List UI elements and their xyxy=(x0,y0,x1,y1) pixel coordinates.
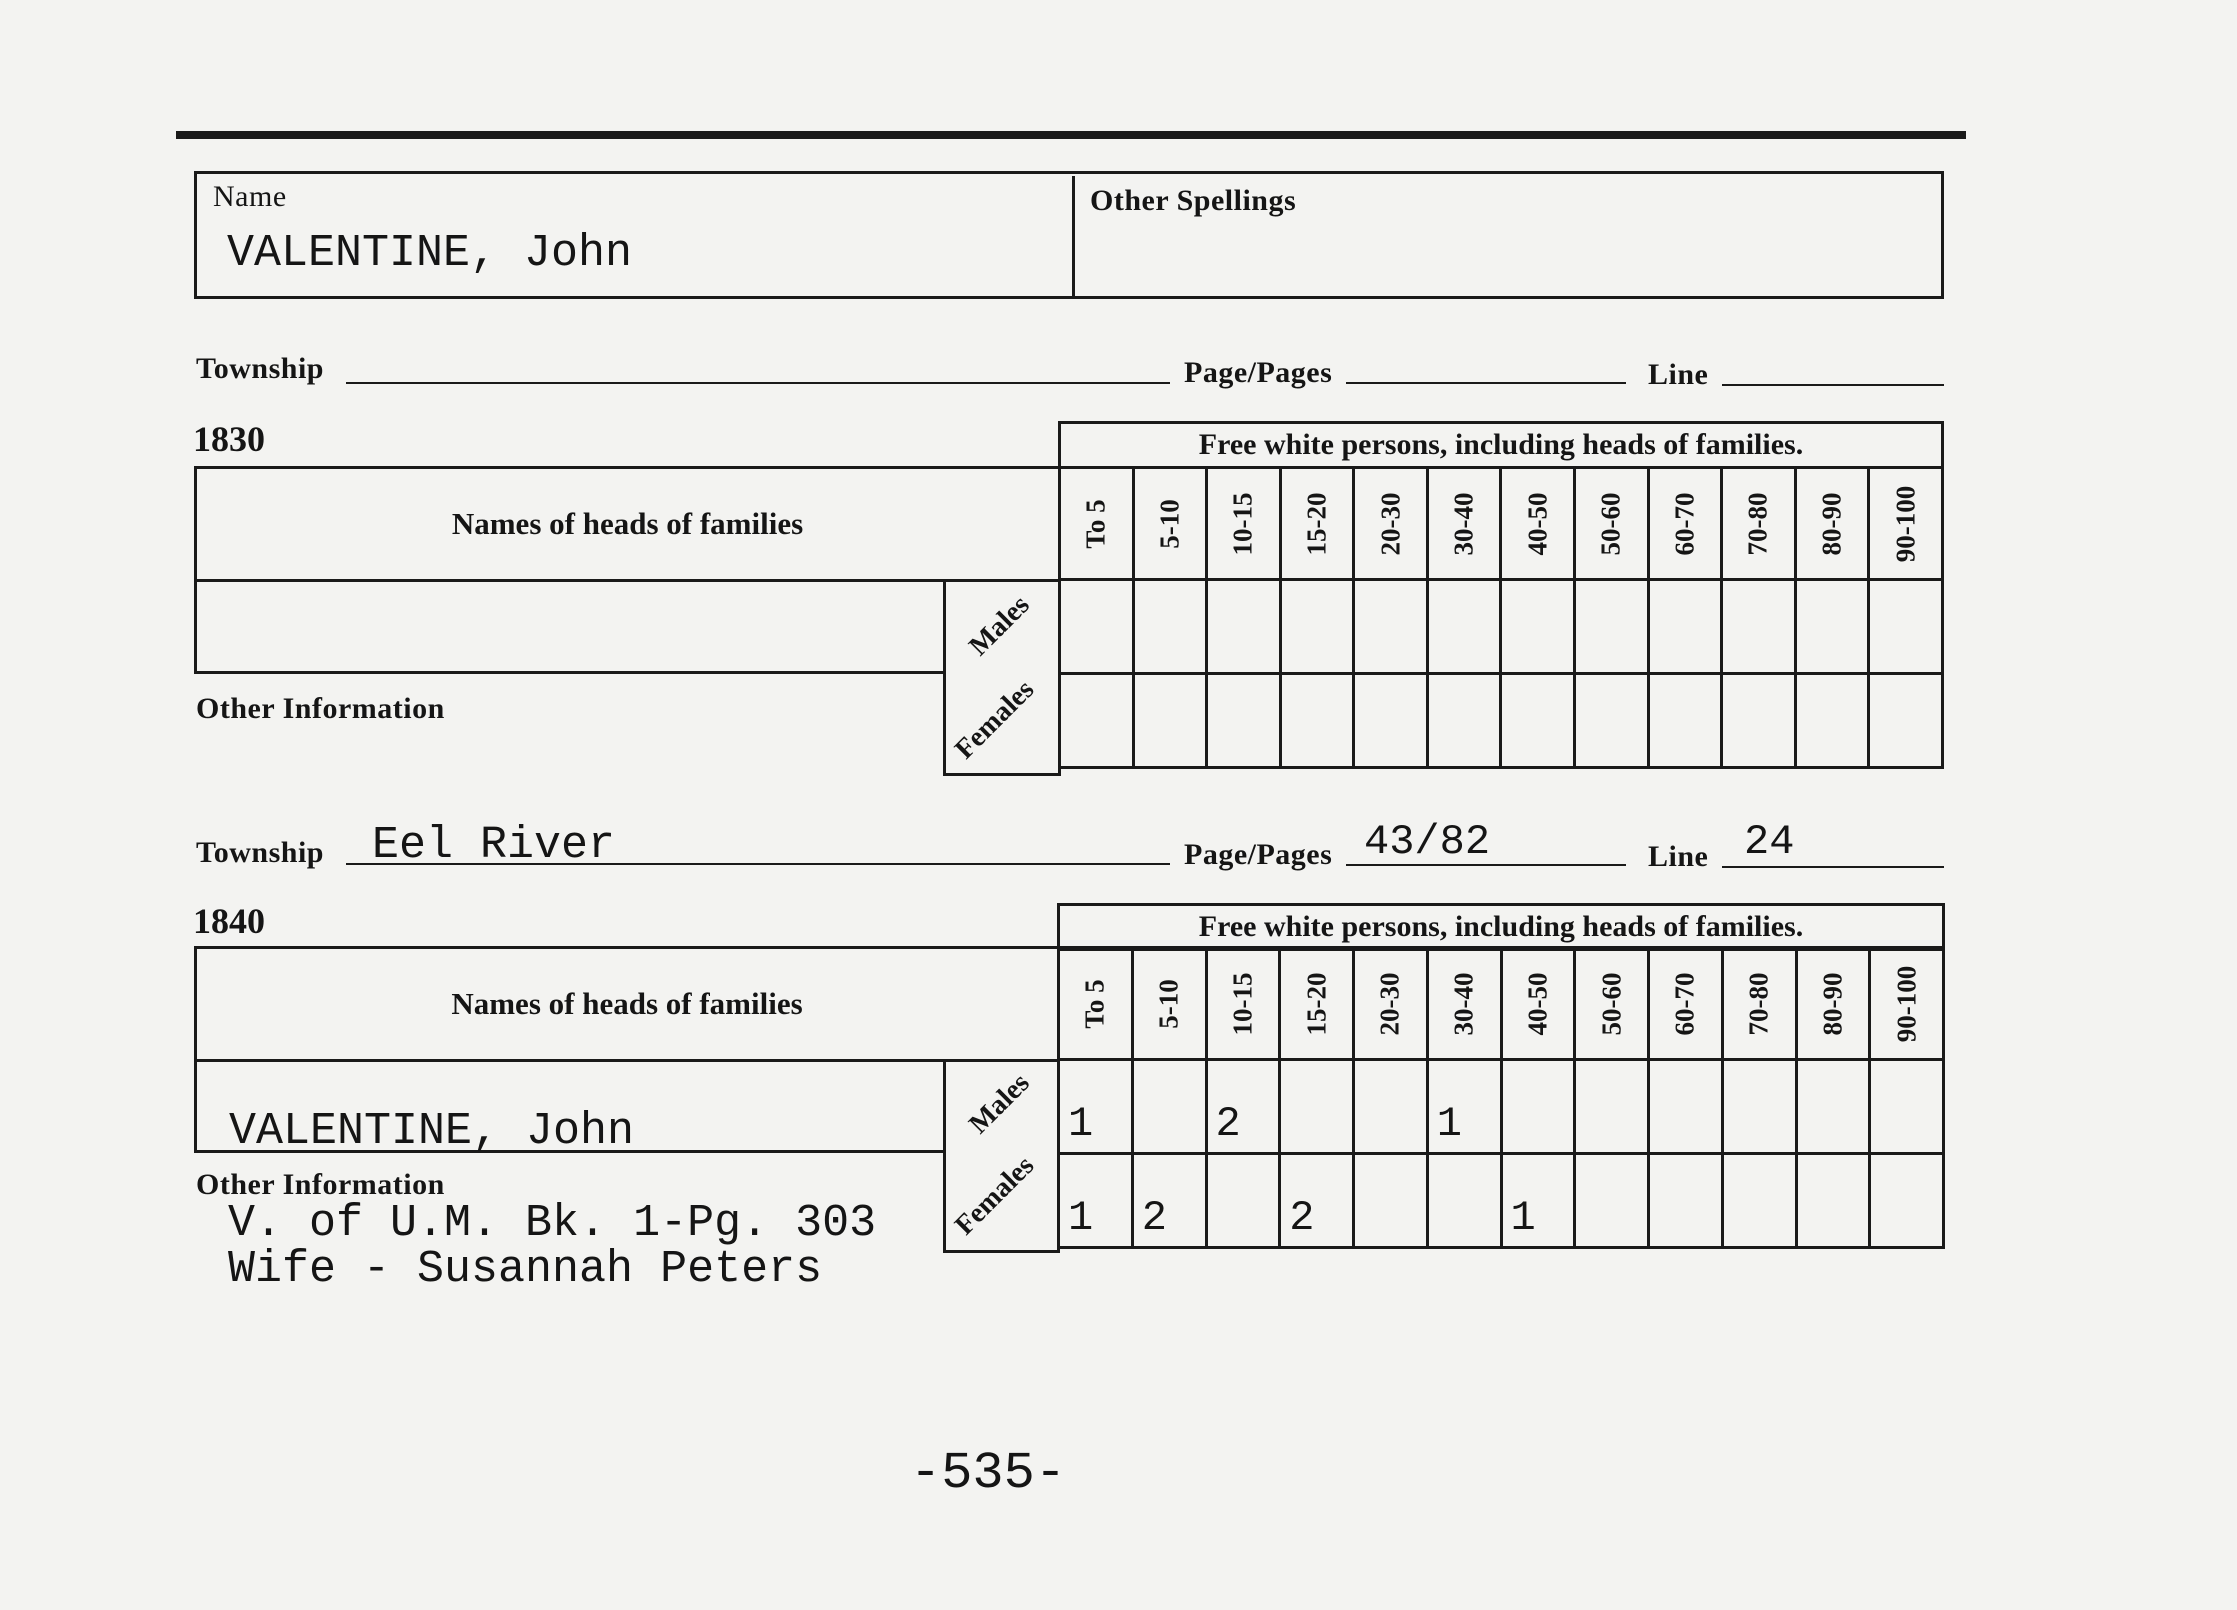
males-row-1830 xyxy=(1060,580,1943,674)
males-cell xyxy=(1575,1060,1649,1154)
males-cell xyxy=(1132,1060,1206,1154)
head-name-1840: VALENTINE, John xyxy=(229,1106,635,1157)
pages-label-1830: Page/Pages xyxy=(1184,356,1333,389)
females-cell: 1 xyxy=(1501,1154,1575,1248)
head-name-box-1830 xyxy=(194,579,946,674)
males-cell xyxy=(1649,1060,1723,1154)
females-row-1830 xyxy=(1060,674,1943,768)
names-heads-label-1830: Names of heads of families xyxy=(451,506,804,541)
township-line-1830 xyxy=(346,382,1170,384)
females-cell xyxy=(1575,1154,1649,1248)
census-grid-1840 xyxy=(1057,946,1945,1249)
females-label-1830: Females xyxy=(949,674,1041,766)
females-row-1840 xyxy=(1059,1154,1944,1248)
age-col-header: To 5 xyxy=(1060,468,1134,580)
line-label-1830: Line xyxy=(1648,358,1709,391)
females-cell xyxy=(1796,1154,1870,1248)
age-col-header: 50-60 xyxy=(1575,468,1649,580)
females-cell xyxy=(1206,1154,1280,1248)
pages-value-1840: 43/82 xyxy=(1364,818,1491,866)
line-line-1830 xyxy=(1722,384,1944,386)
age-col-header: 40-50 xyxy=(1501,468,1575,580)
males-cell xyxy=(1796,1060,1870,1154)
males-cell xyxy=(1354,1060,1428,1154)
name-box xyxy=(194,171,1944,299)
males-cell xyxy=(1280,580,1354,674)
males-cell xyxy=(1060,580,1134,674)
age-col-header: 40-50 xyxy=(1501,948,1575,1060)
males-cell xyxy=(1795,580,1869,674)
age-col-header: 80-90 xyxy=(1795,468,1869,580)
females-cell xyxy=(1795,674,1869,768)
females-cell xyxy=(1869,674,1943,768)
age-col-header: 15-20 xyxy=(1280,948,1354,1060)
name-value: VALENTINE, John xyxy=(227,228,633,279)
age-header-row-1830 xyxy=(1060,468,1943,580)
pages-line-1830 xyxy=(1346,382,1626,384)
year-1830: 1830 xyxy=(193,419,265,459)
township-label-1840: Township xyxy=(196,836,324,869)
sex-label-box-1830 xyxy=(943,579,1061,776)
females-cell xyxy=(1649,1154,1723,1248)
names-header-1840 xyxy=(194,946,1060,1062)
females-cell xyxy=(1427,1154,1501,1248)
age-col-header: 70-80 xyxy=(1722,468,1796,580)
age-col-header: To 5 xyxy=(1059,948,1133,1060)
males-cell xyxy=(1648,580,1722,674)
males-cell xyxy=(1354,580,1428,674)
free-white-header-1840: Free white persons, including heads of families. xyxy=(1057,903,1945,951)
females-cell: 1 xyxy=(1059,1154,1133,1248)
top-rule xyxy=(176,131,1966,139)
males-cell xyxy=(1722,580,1796,674)
males-cell xyxy=(1501,1060,1575,1154)
males-cell xyxy=(1280,1060,1354,1154)
males-cell xyxy=(1133,580,1207,674)
age-col-header: 60-70 xyxy=(1648,468,1722,580)
females-cell xyxy=(1427,674,1501,768)
males-cell: 1 xyxy=(1059,1060,1133,1154)
females-cell xyxy=(1207,674,1281,768)
age-col-header: 70-80 xyxy=(1722,948,1796,1060)
age-header-row-1840 xyxy=(1059,948,1944,1060)
name-divider xyxy=(1072,176,1075,298)
free-white-header-1830: Free white persons, including heads of families. xyxy=(1058,421,1944,469)
age-col-header: 80-90 xyxy=(1796,948,1870,1060)
males-cell xyxy=(1427,580,1501,674)
other-info-label-1840: Other Information xyxy=(196,1168,445,1201)
line-value-1840: 24 xyxy=(1744,818,1795,866)
males-cell xyxy=(1207,580,1281,674)
females-cell: 2 xyxy=(1132,1154,1206,1248)
other-info-line1-1840: V. of U.M. Bk. 1-Pg. 303 xyxy=(228,1198,877,1249)
other-spellings-label: Other Spellings xyxy=(1090,184,1297,217)
pages-label-1840: Page/Pages xyxy=(1184,838,1333,871)
males-cell: 1 xyxy=(1427,1060,1501,1154)
head-name-box-1840 xyxy=(194,1059,946,1157)
age-col-header: 10-15 xyxy=(1207,468,1281,580)
township-value-1840: Eel River xyxy=(372,820,616,871)
line-label-1840: Line xyxy=(1648,840,1709,873)
females-label-1840: Females xyxy=(949,1150,1041,1242)
females-cell xyxy=(1722,1154,1796,1248)
males-cell xyxy=(1501,580,1575,674)
males-cell xyxy=(1575,580,1649,674)
names-heads-label-1840: Names of heads of families xyxy=(451,986,803,1021)
males-label-1840: Males xyxy=(963,1067,1036,1140)
year-1840: 1840 xyxy=(193,901,265,941)
line-line-1840 xyxy=(1722,866,1944,868)
age-col-header: 50-60 xyxy=(1575,948,1649,1060)
females-cell xyxy=(1501,674,1575,768)
females-cell xyxy=(1280,674,1354,768)
age-col-header: 10-15 xyxy=(1206,948,1280,1060)
other-info-line2-1840: Wife - Susannah Peters xyxy=(228,1244,823,1295)
age-col-header: 15-20 xyxy=(1280,468,1354,580)
females-cell xyxy=(1575,674,1649,768)
females-cell xyxy=(1060,674,1134,768)
age-col-header: 90-100 xyxy=(1869,468,1943,580)
page-number: -535- xyxy=(910,1444,1067,1503)
census-grid-1830 xyxy=(1058,466,1944,769)
names-header-1830 xyxy=(194,466,1061,582)
females-cell xyxy=(1354,1154,1428,1248)
females-cell xyxy=(1133,674,1207,768)
age-col-header: 20-30 xyxy=(1354,468,1428,580)
age-col-header: 20-30 xyxy=(1354,948,1428,1060)
females-cell xyxy=(1722,674,1796,768)
sex-label-box-1840 xyxy=(943,1059,1060,1253)
males-cell xyxy=(1869,580,1943,674)
males-row-1840 xyxy=(1059,1060,1944,1154)
males-cell xyxy=(1870,1060,1944,1154)
age-col-header: 30-40 xyxy=(1427,948,1501,1060)
males-label-1830: Males xyxy=(963,589,1036,662)
females-cell xyxy=(1870,1154,1944,1248)
township-label-1830: Township xyxy=(196,352,324,385)
age-col-header: 90-100 xyxy=(1870,948,1944,1060)
age-col-header: 5-10 xyxy=(1133,468,1207,580)
males-cell: 2 xyxy=(1206,1060,1280,1154)
females-cell: 2 xyxy=(1280,1154,1354,1248)
name-label: Name xyxy=(213,180,287,213)
age-col-header: 60-70 xyxy=(1649,948,1723,1060)
other-info-label-1830: Other Information xyxy=(196,692,445,725)
age-col-header: 5-10 xyxy=(1132,948,1206,1060)
males-cell xyxy=(1722,1060,1796,1154)
females-cell xyxy=(1648,674,1722,768)
age-col-header: 30-40 xyxy=(1427,468,1501,580)
females-cell xyxy=(1354,674,1428,768)
